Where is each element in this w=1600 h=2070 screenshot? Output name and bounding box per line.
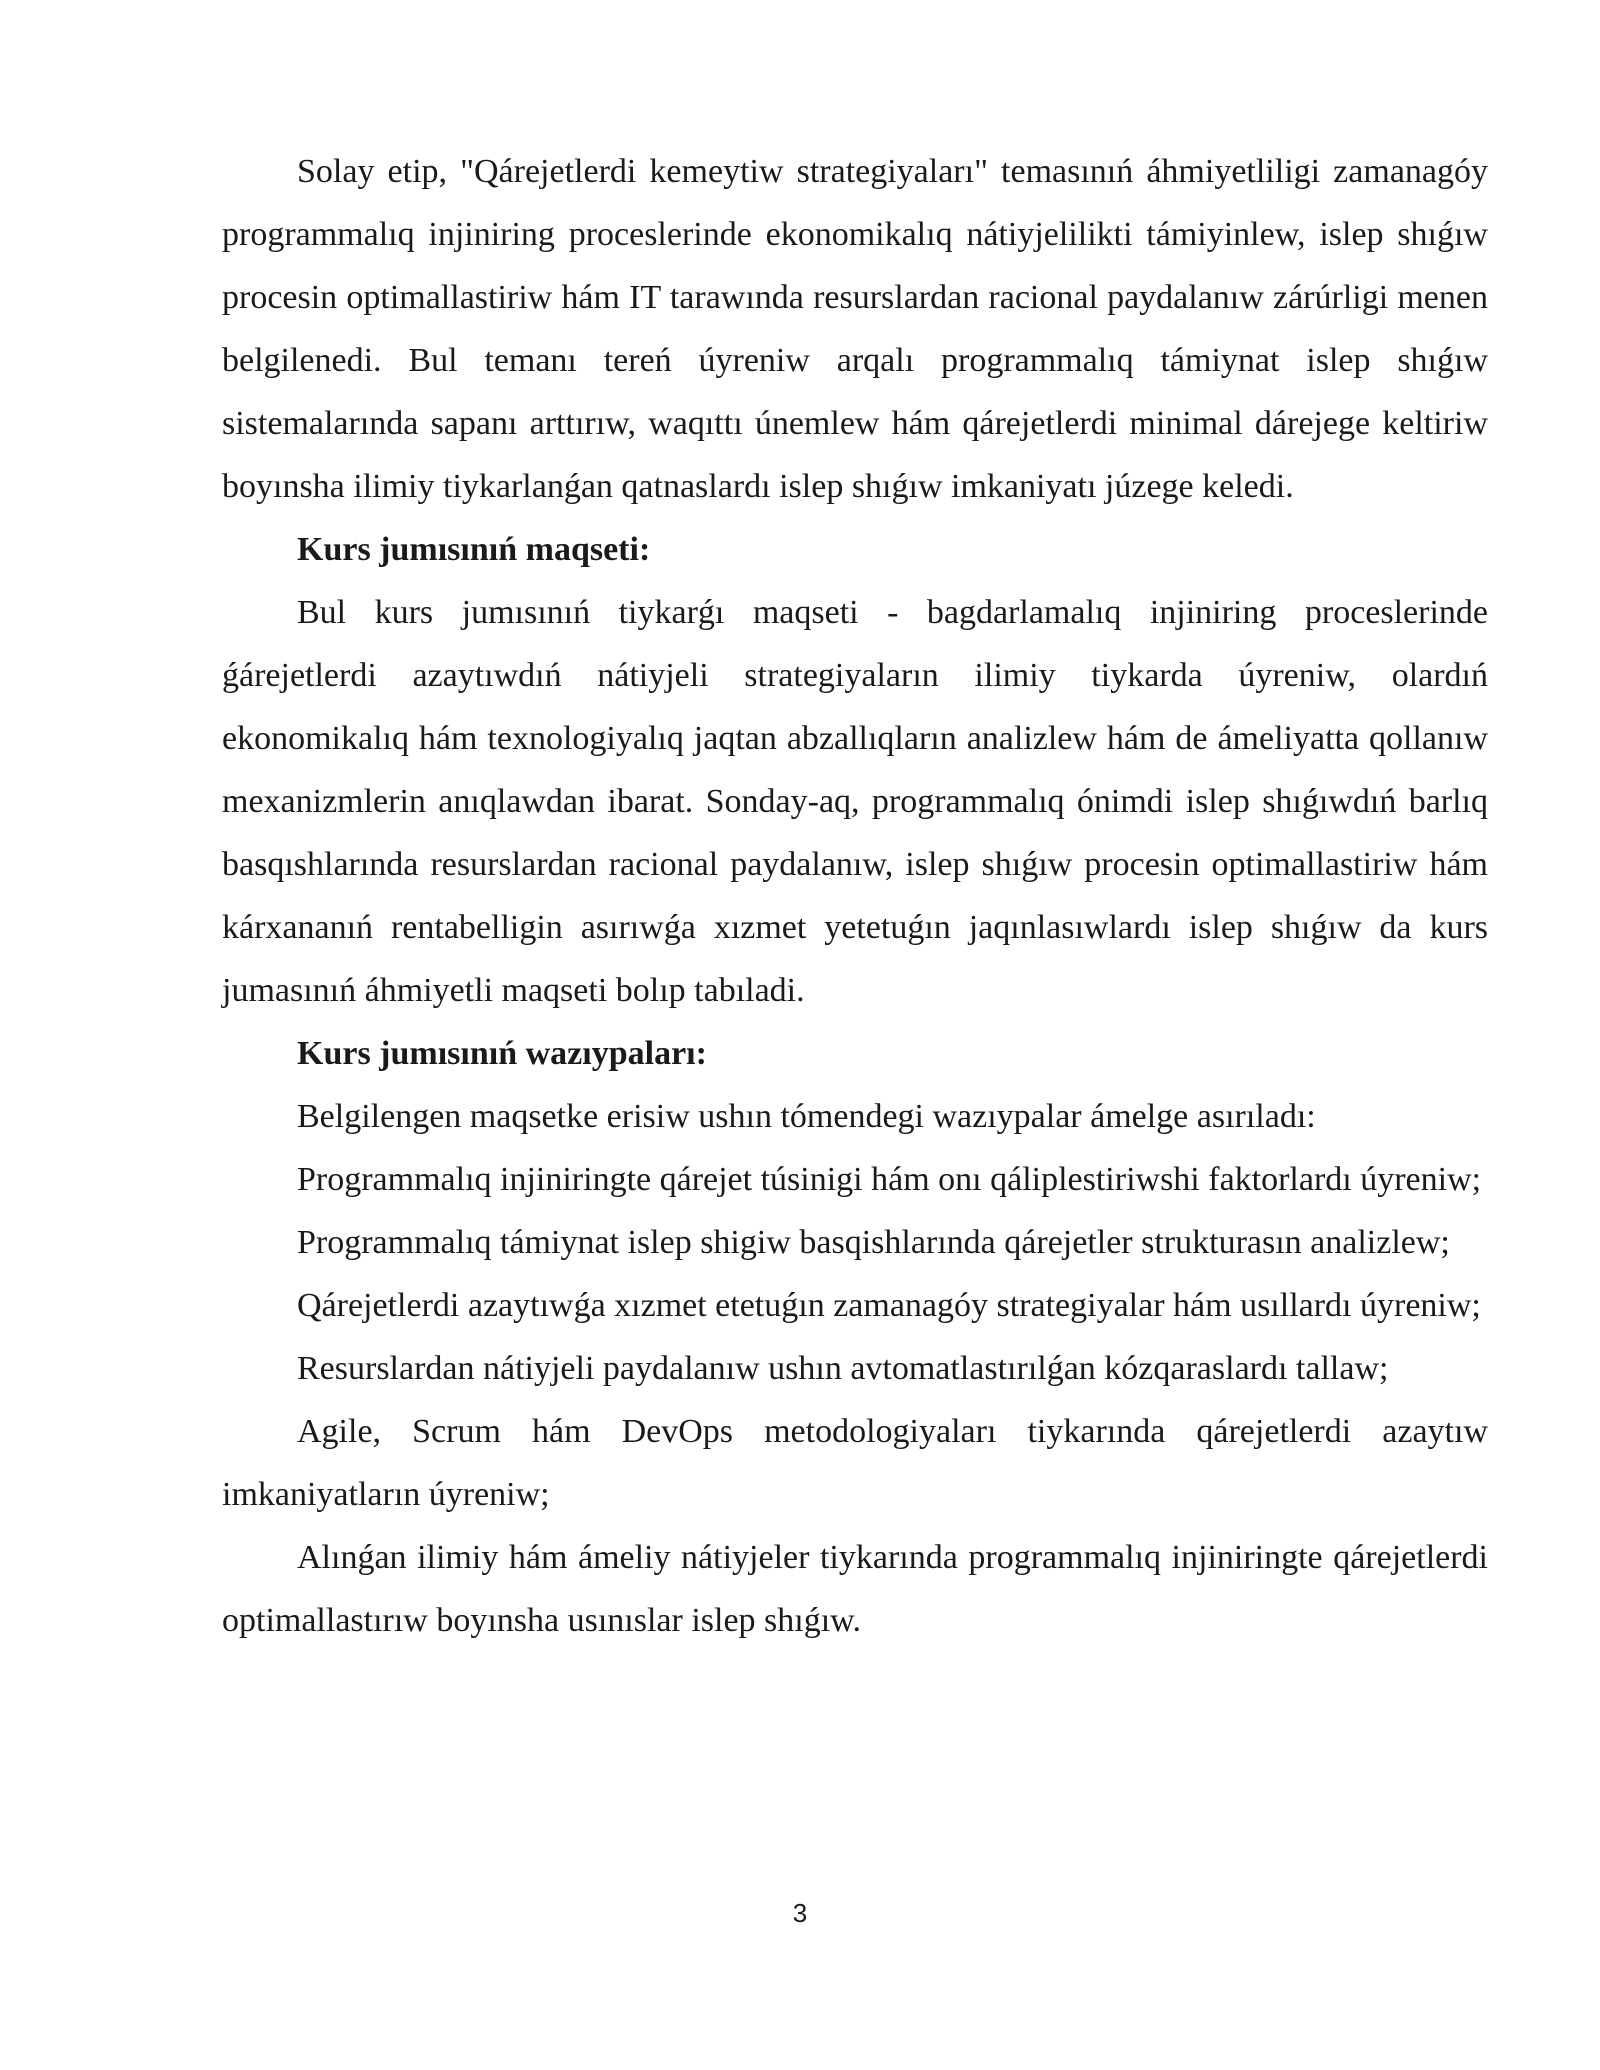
goal-heading: Kurs jumısınıń maqseti: <box>297 531 651 568</box>
task-item: Alınǵan ilimiy hám ámeliy nátiyjeler tiykarında programmalıq injiniringte qárejetlerdi optimallastırıw boyınsha usınıslar islep shıǵıw. <box>222 1539 1488 1639</box>
task-item: Resurslardan nátiyjeli paydalanıw ushın avtomatlastırılǵan kózqaraslardı tallaw; <box>297 1350 1389 1387</box>
tasks-heading: Kurs jumısınıń wazıypaları: <box>297 1035 707 1072</box>
document-page <box>222 140 1488 1652</box>
task-item: Qárejetlerdi azaytıwǵa xızmet etetuǵın zamanagóy strategiyalar hám usıllardı úyreniw; <box>297 1287 1481 1324</box>
task-item: Agile, Scrum hám DevOps metodologiyaları tiykarında qárejetlerdi azaytıw imkaniyatların úyreniw; <box>222 1413 1488 1513</box>
intro-paragraph: Solay etip, "Qárejetlerdi kemeytiw strategiyaları" temasınıń áhmiyetliligi zamanagóy programmalıq injiniring proceslerinde ekonomikalıq nátiyjelilikti támiyinlew, islep shıǵıw procesin optimallastiriw hám IT tarawında resurslardan racional paydalanıw zárúrligi menen belgilenedi. Bul temanı tereń úyreniw arqalı programmalıq támiynat islep shıǵıw sistemalarında sapanı arttırıw, waqıttı únemlew hám qárejetlerdi minimal dárejege keltiriw boyınsha ilimiy tiykarlanǵan qatnaslardı islep shıǵıw imkaniyatı júzege keledi. <box>222 153 1488 505</box>
page-number: 3 <box>792 1898 808 1928</box>
goal-paragraph: Bul kurs jumısınıń tiykarǵı maqseti - bagdarlamalıq injiniring proceslerinde ǵárejetlerdi azaytıwdıń nátiyjeli strategiyaların ilimiy tiykarda úyreniw, olardıń ekonomikalıq hám texnologiyalıq jaqtan abzallıqların analizlew hám de ámeliyatta qollanıw mexanizmlerin anıqlawdan ibarat. Sonday-aq, programmalıq ónimdi islep shıǵıwdıń barlıq basqıshlarında resurslardan racional paydalanıw, islep shıǵıw procesin optimallastiriw hám kárxananıń rentabelligin asırıwǵa xızmet yetetuǵın jaqınlasıwlardı islep shıǵıw da kurs jumasınıń áhmiyetli maqseti bolıp tabıladi. <box>222 594 1488 1009</box>
task-item: Programmalıq támiynat islep shigiw basqishlarında qárejetler strukturasın analizlew; <box>297 1224 1450 1261</box>
tasks-intro: Belgilengen maqsetke erisiw ushın tómendegi wazıypalar ámelge asırıladı: <box>297 1098 1316 1135</box>
task-item: Programmalıq injiniringte qárejet túsinigi hám onı qáliplestiriwshi faktorlardı úyreniw; <box>297 1161 1482 1198</box>
